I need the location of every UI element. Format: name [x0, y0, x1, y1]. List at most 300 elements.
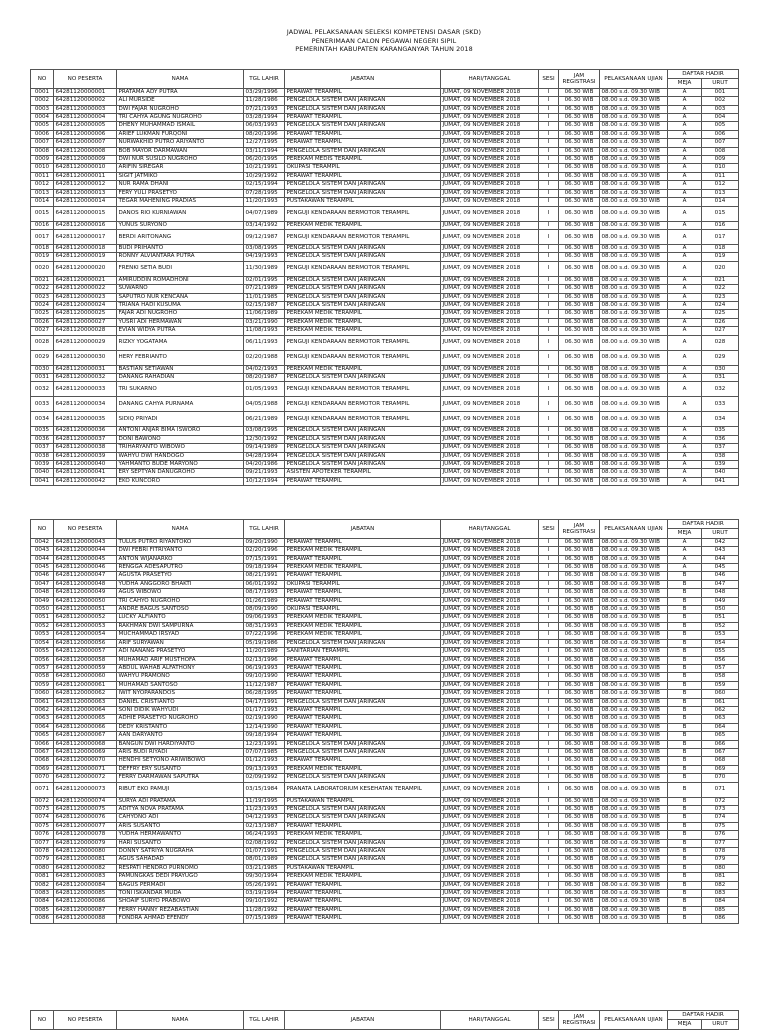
- cell-jam-registrasi: 06.30 WIB: [559, 181, 600, 189]
- cell-no: 0049: [31, 597, 54, 605]
- cell-pelaksanaan-ujian: 08.00 s.d. 09.30 WIB: [600, 261, 668, 276]
- table-row: [31, 310, 739, 318]
- cell-jabatan: ASISTEN APOTEKER TERAMPIL: [285, 469, 441, 477]
- cell-pelaksanaan-ujian: 08.00 s.d. 09.30 WIB: [600, 740, 668, 748]
- cell-urut: 051: [702, 614, 739, 622]
- cell-pelaksanaan-ujian: 08.00 s.d. 09.30 WIB: [600, 757, 668, 765]
- cell-nama: TRIHARYANTO WIBOWO: [117, 444, 244, 452]
- cell-urut: 084: [702, 898, 739, 906]
- cell-hari-tanggal: JUMAT, 09 NOVEMBER 2018: [441, 839, 539, 847]
- cell-urut: 027: [702, 327, 739, 335]
- cell-sesi: I: [539, 427, 559, 435]
- cell-no: 0019: [31, 253, 54, 261]
- cell-jabatan: PENGELOLA SISTEM DAN JARINGAN: [285, 435, 441, 443]
- cell-no-peserta: 64281120000071: [54, 765, 117, 773]
- cell-jam-registrasi: 06.30 WIB: [559, 373, 600, 381]
- cell-meja: A: [668, 427, 702, 435]
- cell-hari-tanggal: JUMAT, 09 NOVEMBER 2018: [441, 122, 539, 130]
- cell-tgl-lahir: 03/14/1992: [244, 221, 285, 229]
- header-meja: MEJA: [668, 529, 702, 538]
- cell-jabatan: PEREKAM MEDIK TERAMPIL: [285, 631, 441, 639]
- cell-jabatan: PERAWAT TERAMPIL: [285, 906, 441, 914]
- cell-jabatan: PRANATA LABORATORIUM KESEHATAN TERAMPIL: [285, 782, 441, 797]
- cell-jabatan: PENGELOLA SISTEM DAN JARINGAN: [285, 748, 441, 756]
- cell-jam-registrasi: 06.30 WIB: [559, 229, 600, 244]
- cell-meja: A: [668, 555, 702, 563]
- cell-urut: 061: [702, 698, 739, 706]
- cell-hari-tanggal: JUMAT, 09 NOVEMBER 2018: [441, 856, 539, 864]
- cell-hari-tanggal: JUMAT, 09 NOVEMBER 2018: [441, 814, 539, 822]
- table-row: [31, 664, 739, 672]
- cell-tgl-lahir: 07/21/1993: [244, 105, 285, 113]
- cell-jam-registrasi: 06.30 WIB: [559, 690, 600, 698]
- cell-sesi: I: [539, 244, 559, 252]
- cell-sesi: I: [539, 444, 559, 452]
- cell-jam-registrasi: 06.30 WIB: [559, 873, 600, 881]
- cell-no: 0024: [31, 301, 54, 309]
- cell-meja: A: [668, 547, 702, 555]
- cell-pelaksanaan-ujian: 08.00 s.d. 09.30 WIB: [600, 698, 668, 706]
- cell-pelaksanaan-ujian: 08.00 s.d. 09.30 WIB: [600, 435, 668, 443]
- table-row: [31, 873, 739, 881]
- cell-urut: 058: [702, 673, 739, 681]
- cell-no: 0013: [31, 189, 54, 197]
- cell-jabatan: PENGELOLA SISTEM DAN JARINGAN: [285, 461, 441, 469]
- cell-no-peserta: 64281120000056: [54, 639, 117, 647]
- cell-no-peserta: 64281120000057: [54, 648, 117, 656]
- cell-jam-registrasi: 06.30 WIB: [559, 198, 600, 206]
- cell-nama: SIGIT JATMIKO: [117, 172, 244, 180]
- cell-nama: YAHMANTO BUDE MARYONO: [117, 461, 244, 469]
- cell-jam-registrasi: 06.30 WIB: [559, 589, 600, 597]
- cell-no-peserta: 64281120000046: [54, 564, 117, 572]
- cell-meja: B: [668, 597, 702, 605]
- cell-urut: 033: [702, 397, 739, 412]
- cell-meja: A: [668, 477, 702, 485]
- cell-hari-tanggal: JUMAT, 09 NOVEMBER 2018: [441, 822, 539, 830]
- cell-hari-tanggal: JUMAT, 09 NOVEMBER 2018: [441, 757, 539, 765]
- cell-jam-registrasi: 06.30 WIB: [559, 797, 600, 805]
- cell-meja: B: [668, 622, 702, 630]
- cell-jabatan: OKUPASI TERAMPIL: [285, 606, 441, 614]
- cell-urut: 026: [702, 318, 739, 326]
- cell-pelaksanaan-ujian: 08.00 s.d. 09.30 WIB: [600, 715, 668, 723]
- cell-jam-registrasi: 06.30 WIB: [559, 477, 600, 485]
- table-row: [31, 105, 739, 113]
- cell-nama: AAN DARYANTO: [117, 732, 244, 740]
- cell-pelaksanaan-ujian: 08.00 s.d. 09.30 WIB: [600, 461, 668, 469]
- cell-hari-tanggal: JUMAT, 09 NOVEMBER 2018: [441, 253, 539, 261]
- header-urut: URUT: [702, 529, 739, 538]
- cell-no-peserta: 64281120000083: [54, 873, 117, 881]
- cell-nama: TRI CAHYO NUGROHO: [117, 597, 244, 605]
- cell-no-peserta: 64281120000016: [54, 221, 117, 229]
- cell-pelaksanaan-ujian: 08.00 s.d. 09.30 WIB: [600, 664, 668, 672]
- cell-urut: 047: [702, 580, 739, 588]
- cell-tgl-lahir: 07/22/1996: [244, 631, 285, 639]
- cell-no: 0018: [31, 244, 54, 252]
- cell-sesi: I: [539, 261, 559, 276]
- cell-jabatan: PERAWAT TERAMPIL: [285, 538, 441, 546]
- cell-hari-tanggal: JUMAT, 09 NOVEMBER 2018: [441, 198, 539, 206]
- cell-nama: DANIEL CRISTIANTO: [117, 698, 244, 706]
- cell-sesi: I: [539, 547, 559, 555]
- cell-meja: A: [668, 564, 702, 572]
- cell-sesi: I: [539, 373, 559, 381]
- cell-urut: 046: [702, 572, 739, 580]
- cell-urut: 054: [702, 639, 739, 647]
- cell-meja: A: [668, 382, 702, 397]
- cell-nama: MUHAMAD ARIF MUSTHOFA: [117, 656, 244, 664]
- cell-pelaksanaan-ujian: 08.00 s.d. 09.30 WIB: [600, 673, 668, 681]
- cell-urut: 022: [702, 285, 739, 293]
- cell-no: 0038: [31, 452, 54, 460]
- cell-tgl-lahir: 09/10/1990: [244, 673, 285, 681]
- cell-tgl-lahir: 11/28/1986: [244, 97, 285, 105]
- cell-sesi: I: [539, 698, 559, 706]
- cell-tgl-lahir: 06/11/1993: [244, 335, 285, 350]
- cell-tgl-lahir: 11/28/1992: [244, 906, 285, 914]
- cell-jabatan: PEREKAM MEDIS TERAMPIL: [285, 156, 441, 164]
- cell-no: 0053: [31, 631, 54, 639]
- cell-no-peserta: 64281120000049: [54, 589, 117, 597]
- cell-jam-registrasi: 06.30 WIB: [559, 757, 600, 765]
- cell-jam-registrasi: 06.30 WIB: [559, 164, 600, 172]
- cell-no-peserta: 64281120000029: [54, 335, 117, 350]
- cell-jabatan: PENGELOLA SISTEM DAN JARINGAN: [285, 122, 441, 130]
- cell-no: 0002: [31, 97, 54, 105]
- cell-no: 0061: [31, 698, 54, 706]
- cell-nama: SURYA ADI PRATAMA: [117, 797, 244, 805]
- cell-sesi: I: [539, 555, 559, 563]
- header-daftar-hadir: DAFTAR HADIR: [668, 1011, 739, 1020]
- cell-nama: DANANG RAHADIAN: [117, 373, 244, 381]
- cell-sesi: I: [539, 189, 559, 197]
- cell-pelaksanaan-ujian: 08.00 s.d. 09.30 WIB: [600, 221, 668, 229]
- cell-sesi: I: [539, 97, 559, 105]
- cell-pelaksanaan-ujian: 08.00 s.d. 09.30 WIB: [600, 477, 668, 485]
- cell-no: 0057: [31, 664, 54, 672]
- cell-jam-registrasi: 06.30 WIB: [559, 285, 600, 293]
- cell-pelaksanaan-ujian: 08.00 s.d. 09.30 WIB: [600, 814, 668, 822]
- header-no: NO: [31, 70, 54, 89]
- cell-tgl-lahir: 12/23/1991: [244, 740, 285, 748]
- cell-no: 0035: [31, 427, 54, 435]
- cell-no: 0045: [31, 564, 54, 572]
- cell-jam-registrasi: 06.30 WIB: [559, 639, 600, 647]
- cell-no: 0033: [31, 397, 54, 412]
- cell-urut: 076: [702, 831, 739, 839]
- cell-meja: A: [668, 130, 702, 138]
- cell-tgl-lahir: 11/12/1987: [244, 681, 285, 689]
- cell-nama: DANANG CAHYA PURNAMA: [117, 397, 244, 412]
- cell-tgl-lahir: 06/19/1993: [244, 664, 285, 672]
- cell-jabatan: PERAWAT TERAMPIL: [285, 757, 441, 765]
- cell-meja: A: [668, 88, 702, 96]
- cell-meja: A: [668, 206, 702, 221]
- cell-pelaksanaan-ujian: 08.00 s.d. 09.30 WIB: [600, 547, 668, 555]
- cell-tgl-lahir: 11/23/1993: [244, 806, 285, 814]
- cell-jabatan: PERAWAT TERAMPIL: [285, 898, 441, 906]
- cell-nama: RAKHMAN DWI SAMPURNA: [117, 622, 244, 630]
- cell-jabatan: PEREKAM MEDIK TERAMPIL: [285, 831, 441, 839]
- cell-no-peserta: 64281120000037: [54, 435, 117, 443]
- cell-nama: RENGGA ADESAPUTRO: [117, 564, 244, 572]
- cell-sesi: I: [539, 856, 559, 864]
- cell-meja: A: [668, 301, 702, 309]
- cell-jam-registrasi: 06.30 WIB: [559, 397, 600, 412]
- cell-jam-registrasi: 06.30 WIB: [559, 606, 600, 614]
- table-row: [31, 614, 739, 622]
- table-row: [31, 681, 739, 689]
- cell-tgl-lahir: 09/18/1994: [244, 564, 285, 572]
- cell-tgl-lahir: 09/18/1994: [244, 732, 285, 740]
- cell-meja: A: [668, 285, 702, 293]
- header-hari-tanggal: HARI/TANGGAL: [441, 1011, 539, 1030]
- cell-jabatan: PUSTAKAWAN TERAMPIL: [285, 797, 441, 805]
- cell-tgl-lahir: 02/01/1995: [244, 276, 285, 284]
- cell-no-peserta: 64281120000028: [54, 327, 117, 335]
- cell-hari-tanggal: JUMAT, 09 NOVEMBER 2018: [441, 97, 539, 105]
- cell-hari-tanggal: JUMAT, 09 NOVEMBER 2018: [441, 261, 539, 276]
- header-title: JADWAL PELAKSANAAN SELEKSI KOMPETENSI DASAR (SKD): [286, 28, 482, 36]
- cell-jabatan: SANITARIAN TERAMPIL: [285, 648, 441, 656]
- cell-meja: A: [668, 261, 702, 276]
- table-row: [31, 198, 739, 206]
- table-row: [31, 285, 739, 293]
- cell-nama: SONI DIDIK WAHYUDI: [117, 706, 244, 714]
- table-row: [31, 469, 739, 477]
- cell-meja: A: [668, 538, 702, 546]
- cell-meja: B: [668, 864, 702, 872]
- cell-pelaksanaan-ujian: 08.00 s.d. 09.30 WIB: [600, 906, 668, 914]
- cell-no: 0073: [31, 806, 54, 814]
- cell-hari-tanggal: JUMAT, 09 NOVEMBER 2018: [441, 656, 539, 664]
- cell-sesi: I: [539, 164, 559, 172]
- cell-urut: 063: [702, 715, 739, 723]
- cell-no: 0023: [31, 293, 54, 301]
- cell-no: 0069: [31, 765, 54, 773]
- cell-urut: 056: [702, 656, 739, 664]
- cell-no: 0060: [31, 690, 54, 698]
- cell-hari-tanggal: JUMAT, 09 NOVEMBER 2018: [441, 373, 539, 381]
- cell-jam-registrasi: 06.30 WIB: [559, 732, 600, 740]
- cell-jabatan: PENGELOLA SISTEM DAN JARINGAN: [285, 244, 441, 252]
- cell-hari-tanggal: JUMAT, 09 NOVEMBER 2018: [441, 622, 539, 630]
- cell-meja: B: [668, 614, 702, 622]
- cell-tgl-lahir: 03/19/1994: [244, 890, 285, 898]
- cell-no: 0009: [31, 156, 54, 164]
- cell-tgl-lahir: 01/17/1993: [244, 706, 285, 714]
- cell-pelaksanaan-ujian: 08.00 s.d. 09.30 WIB: [600, 285, 668, 293]
- header-daftar-hadir: DAFTAR HADIR: [668, 70, 739, 79]
- cell-jam-registrasi: 06.30 WIB: [559, 452, 600, 460]
- cell-urut: 083: [702, 890, 739, 898]
- cell-no: 0076: [31, 831, 54, 839]
- cell-pelaksanaan-ujian: 08.00 s.d. 09.30 WIB: [600, 88, 668, 96]
- cell-tgl-lahir: 08/09/1990: [244, 606, 285, 614]
- cell-nama: FERY YULI PRASETYO: [117, 189, 244, 197]
- cell-nama: WAHYU PRAMONO: [117, 673, 244, 681]
- cell-nama: TRI SUKARNO: [117, 382, 244, 397]
- cell-meja: B: [668, 898, 702, 906]
- cell-hari-tanggal: JUMAT, 09 NOVEMBER 2018: [441, 156, 539, 164]
- table-row: [31, 435, 739, 443]
- cell-pelaksanaan-ujian: 08.00 s.d. 09.30 WIB: [600, 293, 668, 301]
- cell-tgl-lahir: 09/06/1993: [244, 614, 285, 622]
- cell-sesi: I: [539, 147, 559, 155]
- cell-jabatan: PENGUJI KENDARAAN BERMOTOR TERAMPIL: [285, 412, 441, 427]
- cell-jam-registrasi: 06.30 WIB: [559, 848, 600, 856]
- cell-jam-registrasi: 06.30 WIB: [559, 293, 600, 301]
- table-row: [31, 164, 739, 172]
- table-row: [31, 444, 739, 452]
- cell-nama: AGUSTA PRASETYO: [117, 572, 244, 580]
- cell-urut: 071: [702, 782, 739, 797]
- cell-jam-registrasi: 06.30 WIB: [559, 221, 600, 229]
- cell-meja: A: [668, 147, 702, 155]
- cell-hari-tanggal: JUMAT, 09 NOVEMBER 2018: [441, 748, 539, 756]
- cell-nama: YUDHA ANGGORO BHAKTI: [117, 580, 244, 588]
- cell-meja: A: [668, 444, 702, 452]
- cell-urut: 077: [702, 839, 739, 847]
- cell-meja: B: [668, 774, 702, 782]
- cell-no-peserta: 64281120000021: [54, 276, 117, 284]
- cell-nama: ANDRE BAGUS SANTOSO: [117, 606, 244, 614]
- cell-urut: 001: [702, 88, 739, 96]
- cell-hari-tanggal: JUMAT, 09 NOVEMBER 2018: [441, 631, 539, 639]
- cell-hari-tanggal: JUMAT, 09 NOVEMBER 2018: [441, 706, 539, 714]
- cell-no-peserta: 64281120000013: [54, 189, 117, 197]
- cell-pelaksanaan-ujian: 08.00 s.d. 09.30 WIB: [600, 97, 668, 105]
- cell-no: 0050: [31, 606, 54, 614]
- cell-urut: 048: [702, 589, 739, 597]
- cell-jabatan: PERAWAT TERAMPIL: [285, 139, 441, 147]
- cell-meja: B: [668, 848, 702, 856]
- cell-sesi: I: [539, 681, 559, 689]
- cell-sesi: I: [539, 469, 559, 477]
- cell-hari-tanggal: JUMAT, 09 NOVEMBER 2018: [441, 614, 539, 622]
- cell-jabatan: PENGELOLA SISTEM DAN JARINGAN: [285, 839, 441, 847]
- cell-tgl-lahir: 07/21/1989: [244, 285, 285, 293]
- cell-urut: 002: [702, 97, 739, 105]
- cell-tgl-lahir: 01/05/1993: [244, 382, 285, 397]
- cell-sesi: I: [539, 114, 559, 122]
- cell-pelaksanaan-ujian: 08.00 s.d. 09.30 WIB: [600, 822, 668, 830]
- cell-sesi: I: [539, 318, 559, 326]
- cell-urut: 078: [702, 848, 739, 856]
- cell-pelaksanaan-ujian: 08.00 s.d. 09.30 WIB: [600, 310, 668, 318]
- cell-jabatan: PEREKAM MEDIK TERAMPIL: [285, 547, 441, 555]
- cell-jam-registrasi: 06.30 WIB: [559, 461, 600, 469]
- table-row: [31, 572, 739, 580]
- cell-no-peserta: 64281120000068: [54, 740, 117, 748]
- cell-sesi: I: [539, 740, 559, 748]
- cell-jabatan: PERAWAT TERAMPIL: [285, 706, 441, 714]
- cell-meja: B: [668, 606, 702, 614]
- header-no-peserta: NO PESERTA: [54, 70, 117, 89]
- cell-hari-tanggal: JUMAT, 09 NOVEMBER 2018: [441, 538, 539, 546]
- cell-jabatan: PENGELOLA SISTEM DAN JARINGAN: [285, 293, 441, 301]
- cell-sesi: I: [539, 221, 559, 229]
- cell-urut: 023: [702, 293, 739, 301]
- header-jam-registrasi: JAM REGISTRASI: [559, 1011, 600, 1030]
- table-row: [31, 564, 739, 572]
- cell-no-peserta: 64281120000053: [54, 622, 117, 630]
- cell-no-peserta: 64281120000036: [54, 427, 117, 435]
- cell-jabatan: PERAWAT TERAMPIL: [285, 572, 441, 580]
- cell-sesi: I: [539, 614, 559, 622]
- cell-sesi: I: [539, 597, 559, 605]
- cell-tgl-lahir: 03/28/1994: [244, 114, 285, 122]
- table-row: [31, 580, 739, 588]
- cell-no-peserta: 64281120000088: [54, 915, 117, 923]
- cell-meja: B: [668, 881, 702, 889]
- cell-hari-tanggal: JUMAT, 09 NOVEMBER 2018: [441, 139, 539, 147]
- cell-hari-tanggal: JUMAT, 09 NOVEMBER 2018: [441, 189, 539, 197]
- cell-no: 0067: [31, 748, 54, 756]
- cell-sesi: I: [539, 435, 559, 443]
- cell-meja: B: [668, 664, 702, 672]
- cell-nama: ARIS SUSANTO: [117, 822, 244, 830]
- cell-tgl-lahir: 07/15/1989: [244, 915, 285, 923]
- cell-urut: 010: [702, 164, 739, 172]
- cell-jabatan: PEREKAM MEDIK TERAMPIL: [285, 622, 441, 630]
- cell-tgl-lahir: 04/20/1986: [244, 461, 285, 469]
- cell-sesi: I: [539, 890, 559, 898]
- cell-meja: B: [668, 797, 702, 805]
- cell-no-peserta: 64281120000017: [54, 229, 117, 244]
- cell-jabatan: PERAWAT TERAMPIL: [285, 715, 441, 723]
- cell-jam-registrasi: 06.30 WIB: [559, 856, 600, 864]
- cell-meja: B: [668, 856, 702, 864]
- cell-meja: A: [668, 139, 702, 147]
- cell-sesi: I: [539, 848, 559, 856]
- cell-hari-tanggal: JUMAT, 09 NOVEMBER 2018: [441, 740, 539, 748]
- table-row: [31, 221, 739, 229]
- cell-pelaksanaan-ujian: 08.00 s.d. 09.30 WIB: [600, 139, 668, 147]
- cell-pelaksanaan-ujian: 08.00 s.d. 09.30 WIB: [600, 206, 668, 221]
- cell-nama: DWI FEBRI FITRIYANTO: [117, 547, 244, 555]
- cell-sesi: I: [539, 172, 559, 180]
- cell-sesi: I: [539, 839, 559, 847]
- cell-urut: 036: [702, 435, 739, 443]
- cell-sesi: I: [539, 412, 559, 427]
- cell-no: 0046: [31, 572, 54, 580]
- cell-urut: 024: [702, 301, 739, 309]
- cell-hari-tanggal: JUMAT, 09 NOVEMBER 2018: [441, 444, 539, 452]
- cell-jam-registrasi: 06.30 WIB: [559, 130, 600, 138]
- cell-pelaksanaan-ujian: 08.00 s.d. 09.30 WIB: [600, 301, 668, 309]
- cell-meja: A: [668, 97, 702, 105]
- cell-pelaksanaan-ujian: 08.00 s.d. 09.30 WIB: [600, 156, 668, 164]
- cell-no: 0083: [31, 890, 54, 898]
- cell-no-peserta: 64281120000023: [54, 293, 117, 301]
- cell-nama: BOB MAYOR DARMAWAN: [117, 147, 244, 155]
- cell-urut: 038: [702, 452, 739, 460]
- table-row: [31, 181, 739, 189]
- cell-jam-registrasi: 06.30 WIB: [559, 335, 600, 350]
- cell-pelaksanaan-ujian: 08.00 s.d. 09.30 WIB: [600, 797, 668, 805]
- cell-jabatan: PERAWAT TERAMPIL: [285, 681, 441, 689]
- cell-nama: BANGUN DWI HARDIYANTO: [117, 740, 244, 748]
- cell-tgl-lahir: 02/09/1992: [244, 774, 285, 782]
- cell-jabatan: PENGUJI KENDARAAN BERMOTOR TERAMPIL: [285, 206, 441, 221]
- cell-urut: 019: [702, 253, 739, 261]
- cell-meja: B: [668, 631, 702, 639]
- cell-no-peserta: 64281120000078: [54, 831, 117, 839]
- cell-sesi: I: [539, 580, 559, 588]
